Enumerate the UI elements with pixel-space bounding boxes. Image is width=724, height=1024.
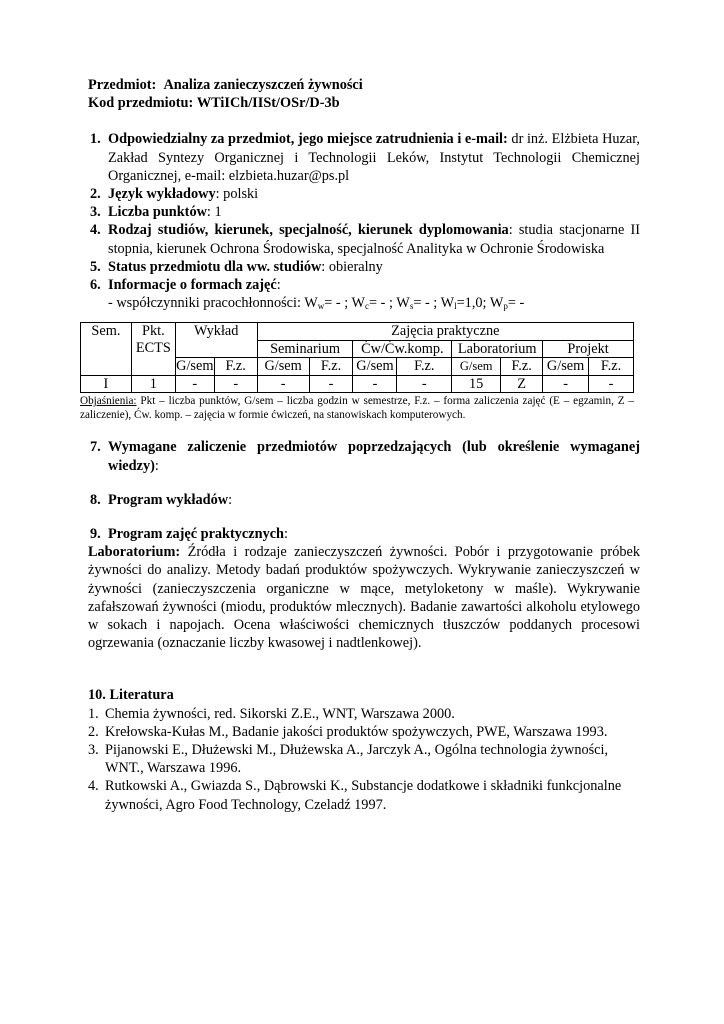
syllabus-page: [80, 76, 640, 814]
info-item-status: [88, 258, 640, 276]
coef-s-sub: s: [409, 301, 414, 312]
item-label: Odpowiedzialny za przedmiot, jego miejsce zatrudnienia i e-mail:: [108, 131, 508, 148]
table-cell: -: [175, 375, 214, 393]
item-number: 6.: [90, 277, 101, 294]
table-cell: -: [543, 375, 589, 393]
section-number: 8.: [90, 491, 101, 508]
section-9: [88, 525, 640, 543]
item-value: : studia stacjonarne II stopnia, kierunek Ochrona Środowiska, specjalność Analityka w Ochronie Środowiska: [108, 222, 640, 257]
table-cell: -: [309, 375, 353, 393]
item-label: Informacje o formach zajęć: [108, 277, 277, 294]
th-seminarium: Seminarium: [257, 340, 353, 358]
coef-p-sub: p: [503, 301, 508, 312]
th-fz: F.z.: [309, 358, 353, 376]
coef-w-val: = - ; W: [324, 295, 366, 312]
section-9-heading: [88, 525, 640, 543]
th-pkt: Pkt. ECTS: [131, 323, 175, 376]
th-zajecia: Zajęcia praktyczne: [257, 323, 633, 341]
th-gsem: G/sem: [353, 358, 397, 376]
item-label: Język wykładowy: [108, 186, 216, 203]
literature-title: 10. Literatura: [88, 687, 174, 704]
info-item-language: [88, 185, 640, 203]
coef-l-val: =1,0; W: [456, 295, 504, 312]
th-gsem: G/sem: [257, 358, 309, 376]
entry-number: 1.: [88, 705, 99, 722]
table-note: [80, 394, 634, 422]
table-header-row-1: [81, 323, 634, 341]
section-8: [88, 491, 640, 509]
note-label: Objaśnienia:: [80, 395, 137, 408]
note-text: Pkt – liczba punktów, G/sem – liczba godzin w semestrze, F.z. – forma zaliczenia zajęć (E – egzamin, Z – zaliczenie), Ćw. komp. – zajęcia w formie ćwiczeń, na stanowiskach komputerowych.: [80, 395, 634, 422]
code-line: [88, 94, 640, 112]
th-cw: Ćw/Ćw.komp.: [353, 340, 452, 358]
th-gsem: G/sem: [452, 358, 501, 376]
table-cell: Z: [501, 375, 543, 393]
entry-number: 4.: [88, 778, 99, 795]
lab-label: Laboratorium:: [88, 544, 181, 561]
info-item-study-type: [88, 221, 640, 257]
item-label: Liczba punktów: [108, 204, 207, 221]
literature-list: [88, 705, 640, 814]
coef-s-val: = - ; W: [413, 295, 455, 312]
entry-text: Krełowska-Kułas M., Badanie jakości produktów spożywczych, PWE, Warszawa 1993.: [105, 723, 608, 740]
entry-number: 3.: [88, 742, 99, 759]
section-suffix: :: [284, 526, 288, 543]
info-item-responsible: [88, 130, 640, 185]
coef-prefix: - współczynniki pracochłonności: W: [108, 295, 318, 312]
item-value: : 1: [206, 204, 222, 221]
entry-text: Chemia żywności, red. Sikorski Z.E., WNT, Warszawa 2000.: [105, 705, 455, 722]
hours-table: [80, 322, 634, 393]
table-cell: -: [214, 375, 257, 393]
subject-label: Przedmiot:: [88, 77, 157, 93]
table-cell: -: [257, 375, 309, 393]
th-projekt: Projekt: [543, 340, 634, 358]
th-fz: F.z.: [501, 358, 543, 376]
entry-text: Pijanowski E., Dłużewski M., Dłużewska A., Jarczyk A., Ogólna technologia żywności, WNT., Warszawa 1996.: [105, 742, 609, 777]
literature-entry: [88, 741, 640, 777]
th-fz: F.z.: [589, 358, 634, 376]
section-title: Program zajęć praktycznych: [108, 526, 285, 543]
item-value: dr inż. Elżbieta Huzar, Zakład Syntezy Organicznej i Technologii Leków, Instytut Technologii Chemicznej Organicznej, e-mail: elzbieta.huzar@ps.pl: [108, 131, 640, 184]
table-cell: -: [589, 375, 634, 393]
literature-entry: [88, 723, 640, 741]
info-item-coefficients: [88, 294, 640, 312]
item-number: 3.: [90, 204, 101, 221]
item-number: 4.: [90, 222, 101, 239]
section-8-heading: [88, 491, 640, 509]
code-value: WTiICh/IISt/OSr/D-3b: [196, 95, 340, 112]
table-cell: I: [81, 375, 132, 393]
code-label: Kod przedmiotu:: [88, 95, 194, 112]
section-number: 9.: [90, 526, 101, 543]
section-7-heading: [88, 438, 640, 474]
entry-number: 2.: [88, 723, 99, 740]
th-wyklad: Wykład: [175, 323, 257, 358]
table-cell: -: [397, 375, 452, 393]
info-item-points: [88, 203, 640, 221]
lab-program: [88, 543, 640, 652]
coef-c-val: = - ; W: [369, 295, 410, 312]
item-number: 2.: [90, 186, 101, 203]
th-fz: F.z.: [214, 358, 257, 376]
item-value: :: [276, 277, 281, 294]
section-number: 7.: [90, 439, 101, 456]
section-title: Wymagane zaliczenie przedmiotów poprzedzających (lub określenie wymaganej wiedzy): [108, 439, 640, 474]
coef-l-sub: l: [454, 301, 457, 312]
entry-text: Rutkowski A., Gwiazda S., Dąbrowski K., Substancje dodatkowe i składniki funkcjonalne żywności, Agro Food Technology, Czeladź 1997.: [105, 778, 622, 813]
th-lab: Laboratorium: [452, 340, 543, 358]
subject-line: [88, 76, 640, 94]
table-cell: -: [353, 375, 397, 393]
literature-entry: [88, 777, 640, 813]
coef-w-sub: w: [317, 301, 325, 312]
info-list: [88, 130, 640, 312]
coef-p-val: = -: [507, 295, 525, 312]
th-sem: Sem.: [81, 323, 132, 376]
table-cell: 1: [131, 375, 175, 393]
th-fz: F.z.: [397, 358, 452, 376]
section-suffix: :: [154, 457, 159, 474]
coef-c-sub: c: [365, 301, 370, 312]
info-item-forms: [88, 276, 640, 294]
section-title: Program wykładów: [108, 491, 229, 508]
item-value: : polski: [215, 186, 259, 203]
table-row: [81, 375, 634, 393]
th-gsem: G/sem: [176, 358, 214, 375]
subject-value: Analiza zanieczyszczeń żywności: [163, 77, 363, 93]
section-7: [88, 438, 640, 474]
section-suffix: :: [228, 491, 233, 508]
item-label: Rodzaj studiów, kierunek, specjalność, kierunek dyplomowania: [108, 222, 509, 239]
item-number: 1.: [90, 131, 101, 148]
item-value: : obieralny: [321, 258, 383, 275]
item-number: 5.: [90, 258, 101, 275]
th-gsem: G/sem: [543, 358, 589, 376]
literature-heading: [88, 686, 640, 704]
table-cell: 15: [452, 375, 501, 393]
lab-text: Źródła i rodzaje zanieczyszczeń żywności. Pobór i przygotowanie próbek żywności do analizy. Metody badań produktów spożywczych. Wykrywanie zanieczyszczeń w żywności (zanieczyszczenia organiczne w mące, metyloketony w maśle). Wykrywanie zafałszowań żywności (miodu, produktów mlecznych). Badanie zawartości alkoholu etylowego w sokach i napojach. Ocena właściwości chemicznych tłuszczów poddanych procesowi ogrzewania (oznaczanie liczby kwasowej i nadtlenkowej).: [88, 544, 640, 652]
item-label: Status przedmiotu dla ww. studiów: [108, 258, 322, 275]
literature-entry: [88, 705, 640, 723]
